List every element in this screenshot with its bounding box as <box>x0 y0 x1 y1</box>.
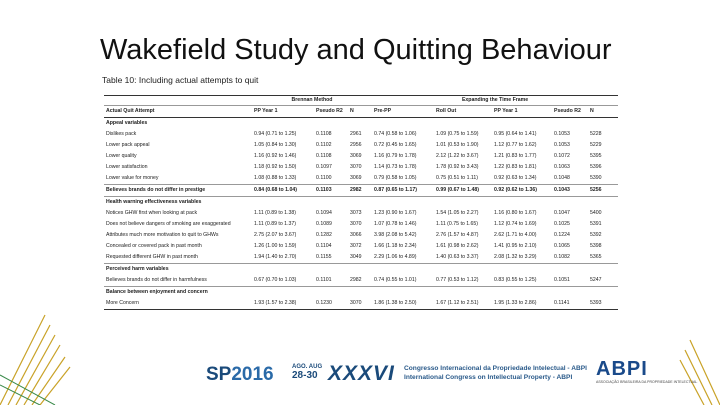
row-label: Concealed or covered pack in past month <box>106 243 202 249</box>
table-cell: 0.1282 <box>316 232 332 238</box>
table-cell: 2.08 (1.32 to 3.29) <box>494 254 537 260</box>
section-title: Appeal variables <box>104 118 618 130</box>
table-cell: 0.87 (0.65 to 1.17) <box>372 185 434 197</box>
table-cell: 1.09 (0.75 to 1.59) <box>436 131 479 137</box>
table-cell: 2982 <box>350 277 362 283</box>
table-cell: 1.93 (1.57 to 2.38) <box>252 298 314 310</box>
table-cell: 5228 <box>590 131 602 137</box>
table-cell: 3069 <box>350 153 362 159</box>
table-row <box>104 241 618 252</box>
table-cell: 0.94 (0.71 to 1.25) <box>254 131 297 137</box>
column-header: N <box>348 106 372 118</box>
table-cell: 5392 <box>590 232 602 238</box>
table-cell: 0.1230 <box>314 298 348 310</box>
table-cell: 0.1094 <box>316 210 332 216</box>
event-mark <box>206 364 274 386</box>
table-cell: 3070 <box>350 221 362 227</box>
table-cell: 0.83 (0.55 to 1.25) <box>494 277 537 283</box>
row-label: Lower value for money <box>106 175 159 181</box>
table-cell: 0.1063 <box>554 164 570 170</box>
column-header-row <box>104 106 618 118</box>
table-cell: 1.16 (0.92 to 1.46) <box>254 153 297 159</box>
table-row <box>104 252 618 264</box>
table-cell: 0.72 (0.45 to 1.65) <box>374 142 417 148</box>
table-row <box>104 162 618 173</box>
table-cell: 0.1141 <box>552 298 588 310</box>
row-label: Does not believe dangers of smoking are exaggerated <box>106 221 231 227</box>
section-title: Perceived harm variables <box>104 264 618 276</box>
table-cell: 1.05 (0.84 to 1.30) <box>254 142 297 148</box>
table-cell: 5247 <box>590 277 602 283</box>
table-cell: 5393 <box>588 298 618 310</box>
table-cell: 0.77 (0.53 to 1.12) <box>436 277 479 283</box>
row-label: Attributes much more motivation to quit to GHWs <box>106 232 219 238</box>
table-row <box>104 140 618 151</box>
table-row <box>104 298 618 310</box>
table-cell: 0.92 (0.62 to 1.36) <box>492 185 552 197</box>
table-cell: 1.54 (1.05 to 2.27) <box>436 210 479 216</box>
table-cell: 1.12 (0.74 to 1.69) <box>494 221 537 227</box>
table-row <box>104 151 618 162</box>
table-cell: 0.99 (0.67 to 1.48) <box>434 185 492 197</box>
table-cell: 3066 <box>350 232 362 238</box>
table-cell: 0.1100 <box>316 175 332 181</box>
edition-number: XXXVI <box>328 362 395 385</box>
table-cell: 1.07 (0.78 to 1.46) <box>374 221 417 227</box>
section-title: Balance between enjoyment and concern <box>104 287 618 299</box>
table-cell: 0.74 (0.58 to 1.06) <box>374 131 417 137</box>
table-cell: 0.1072 <box>554 153 570 159</box>
table-cell: 0.79 (0.58 to 1.05) <box>374 175 417 181</box>
table-cell: 1.95 (1.33 to 2.86) <box>492 298 552 310</box>
table-cell: 2.75 (2.07 to 3.67) <box>254 232 297 238</box>
table-cell: 0.74 (0.55 to 1.01) <box>374 277 417 283</box>
table-cell: 0.1102 <box>316 142 332 148</box>
section-header-row <box>104 264 618 276</box>
section-header-row <box>104 118 618 130</box>
table-cell: 0.1155 <box>316 254 332 260</box>
table-cell: 2.76 (1.57 to 4.87) <box>436 232 479 238</box>
group-header-row <box>104 96 618 106</box>
table-body <box>104 118 618 310</box>
table-cell: 1.21 (0.83 to 1.77) <box>494 153 537 159</box>
group-header-expanding: Expanding the Time Frame <box>461 97 529 103</box>
table-cell: 0.1224 <box>554 232 570 238</box>
table-cell: 5395 <box>590 153 602 159</box>
section-header-row <box>104 197 618 209</box>
table-cell: 0.1051 <box>554 277 570 283</box>
table-cell: 3069 <box>350 175 362 181</box>
congress-name <box>404 364 587 382</box>
table-cell: 0.84 (0.68 to 1.04) <box>252 185 314 197</box>
table-cell: 2982 <box>348 185 372 197</box>
table-cell: 1.41 (0.95 to 2.10) <box>494 243 537 249</box>
table-cell: 0.1101 <box>316 277 332 283</box>
section-header-row <box>104 287 618 299</box>
table-cell: 1.94 (1.40 to 2.70) <box>254 254 297 260</box>
table-cell: 0.92 (0.63 to 1.34) <box>494 175 537 181</box>
table-cell: 1.08 (0.88 to 1.33) <box>254 175 297 181</box>
column-header: Pseudo R2 <box>314 106 348 118</box>
row-label: Dislikes pack <box>106 131 137 137</box>
table-cell: 1.26 (1.00 to 1.59) <box>254 243 297 249</box>
table-row <box>104 129 618 140</box>
table-cell: 0.1089 <box>316 221 332 227</box>
column-header: Pre-PP <box>372 106 434 118</box>
table-row <box>104 173 618 185</box>
column-header: N <box>588 106 618 118</box>
table-cell: 5256 <box>588 185 618 197</box>
abpi-logo: ABPI <box>596 358 648 380</box>
event-city: SP <box>206 364 232 385</box>
congress-name-en: International Congress on Intellectual Property - ABPI <box>404 374 573 381</box>
column-header: PP Year 1 <box>252 106 314 118</box>
table-cell: 1.11 (0.89 to 1.37) <box>254 221 297 227</box>
table-cell: 3049 <box>350 254 362 260</box>
table-cell: 1.22 (0.83 to 1.81) <box>494 164 537 170</box>
table-cell: 1.16 (0.80 to 1.67) <box>494 210 537 216</box>
row-label: Lower quality <box>106 153 137 159</box>
table-cell: 3072 <box>350 243 362 249</box>
table-cell: 5390 <box>590 175 602 181</box>
group-header-brennan: Brennan Method <box>291 97 333 103</box>
table-cell: 1.01 (0.53 to 1.90) <box>436 142 479 148</box>
congress-name-pt: Congresso Internacional da Propriedade Intelectual - ABPI <box>404 365 587 372</box>
table-cell: 0.1043 <box>552 185 588 197</box>
table-cell: 1.12 (0.77 to 1.62) <box>494 142 537 148</box>
table-cell: 1.67 (1.12 to 2.51) <box>434 298 492 310</box>
table-cell: 5396 <box>590 164 602 170</box>
table-cell: 0.67 (0.70 to 1.03) <box>254 277 297 283</box>
table-cell: 0.95 (0.64 to 1.41) <box>494 131 537 137</box>
table-cell: 0.1103 <box>314 185 348 197</box>
table-cell: 0.1104 <box>316 243 332 249</box>
column-header: PP Year 1 <box>492 106 552 118</box>
table-cell: 3070 <box>350 164 362 170</box>
column-header: Actual Quit Attempt <box>104 106 252 118</box>
table-cell: 2.62 (1.71 to 4.00) <box>494 232 537 238</box>
results-table <box>104 95 618 310</box>
column-header: Pseudo R2 <box>552 106 588 118</box>
decorative-lines-left <box>0 305 80 405</box>
table-cell: 3.98 (2.08 to 5.42) <box>374 232 417 238</box>
row-label: More Concern <box>104 298 252 310</box>
table-cell: 1.78 (0.92 to 3.43) <box>436 164 479 170</box>
table-row-highlighted <box>104 185 618 197</box>
column-header: Roll Out <box>434 106 492 118</box>
table-cell: 1.66 (1.18 to 2.34) <box>374 243 417 249</box>
table-cell: 3070 <box>348 298 372 310</box>
table-cell: 0.1108 <box>316 131 332 137</box>
table-cell: 2956 <box>350 142 362 148</box>
table-cell: 1.23 (0.90 to 1.67) <box>374 210 417 216</box>
event-days: 28-30 <box>292 370 318 381</box>
abpi-logo-subtitle: ASSOCIAÇÃO BRASILEIRA DA PROPRIEDADE INTELECTUAL <box>596 380 698 384</box>
table-cell: 1.40 (0.63 to 3.37) <box>436 254 479 260</box>
table-cell: 5398 <box>590 243 602 249</box>
row-label: Believes brands do not differ in prestige <box>104 185 252 197</box>
table-row <box>104 275 618 287</box>
table-cell: 0.1053 <box>554 131 570 137</box>
table-cell: 2.12 (1.22 to 3.67) <box>436 153 479 159</box>
table-cell: 0.1047 <box>554 210 570 216</box>
table-cell: 5391 <box>590 221 602 227</box>
table-row <box>104 230 618 241</box>
table-cell: 1.11 (0.75 to 1.65) <box>436 221 479 227</box>
decorative-lines-right <box>640 320 720 405</box>
row-label: Notices GHW first when looking at pack <box>106 210 198 216</box>
table-cell: 1.18 (0.92 to 1.50) <box>254 164 297 170</box>
table-cell: 0.1025 <box>554 221 570 227</box>
table-cell: 0.1053 <box>554 142 570 148</box>
table-cell: 5365 <box>590 254 602 260</box>
table-cell: 0.1082 <box>554 254 570 260</box>
table-cell: 1.11 (0.89 to 1.38) <box>254 210 297 216</box>
table-cell: 2.29 (1.06 to 4.89) <box>374 254 417 260</box>
table-cell: 0.1048 <box>554 175 570 181</box>
row-label: Lower pack appeal <box>106 142 150 148</box>
table-cell: 1.86 (1.38 to 2.50) <box>372 298 434 310</box>
table-cell: 3073 <box>350 210 362 216</box>
event-month: AGO. AUG <box>292 364 323 370</box>
row-label: Believes brands do not differ in harmfulness <box>106 277 207 283</box>
section-title: Health warning effectiveness variables <box>104 197 618 209</box>
table-cell: 5400 <box>590 210 602 216</box>
table-cell: 1.61 (0.98 to 2.62) <box>436 243 479 249</box>
event-year: 2016 <box>231 364 274 385</box>
table-cell: 5229 <box>590 142 602 148</box>
slide-title: Wakefield Study and Quitting Behaviour <box>100 34 612 66</box>
row-label: Requested different GHW in past month <box>106 254 198 260</box>
table-cell: 0.1065 <box>554 243 570 249</box>
table-cell: 2961 <box>350 131 362 137</box>
table-cell: 0.1108 <box>316 153 332 159</box>
table-cell: 1.14 (0.73 to 1.78) <box>374 164 417 170</box>
table-caption: Table 10: Including actual attempts to quit <box>102 75 259 85</box>
row-label: Lower satisfaction <box>106 164 148 170</box>
table-cell: 0.1097 <box>316 164 332 170</box>
table-cell: 0.75 (0.51 to 1.11) <box>436 175 479 181</box>
table-row <box>104 208 618 219</box>
event-dates <box>292 364 322 381</box>
table-row <box>104 219 618 230</box>
table-cell: 1.16 (0.79 to 1.78) <box>374 153 417 159</box>
